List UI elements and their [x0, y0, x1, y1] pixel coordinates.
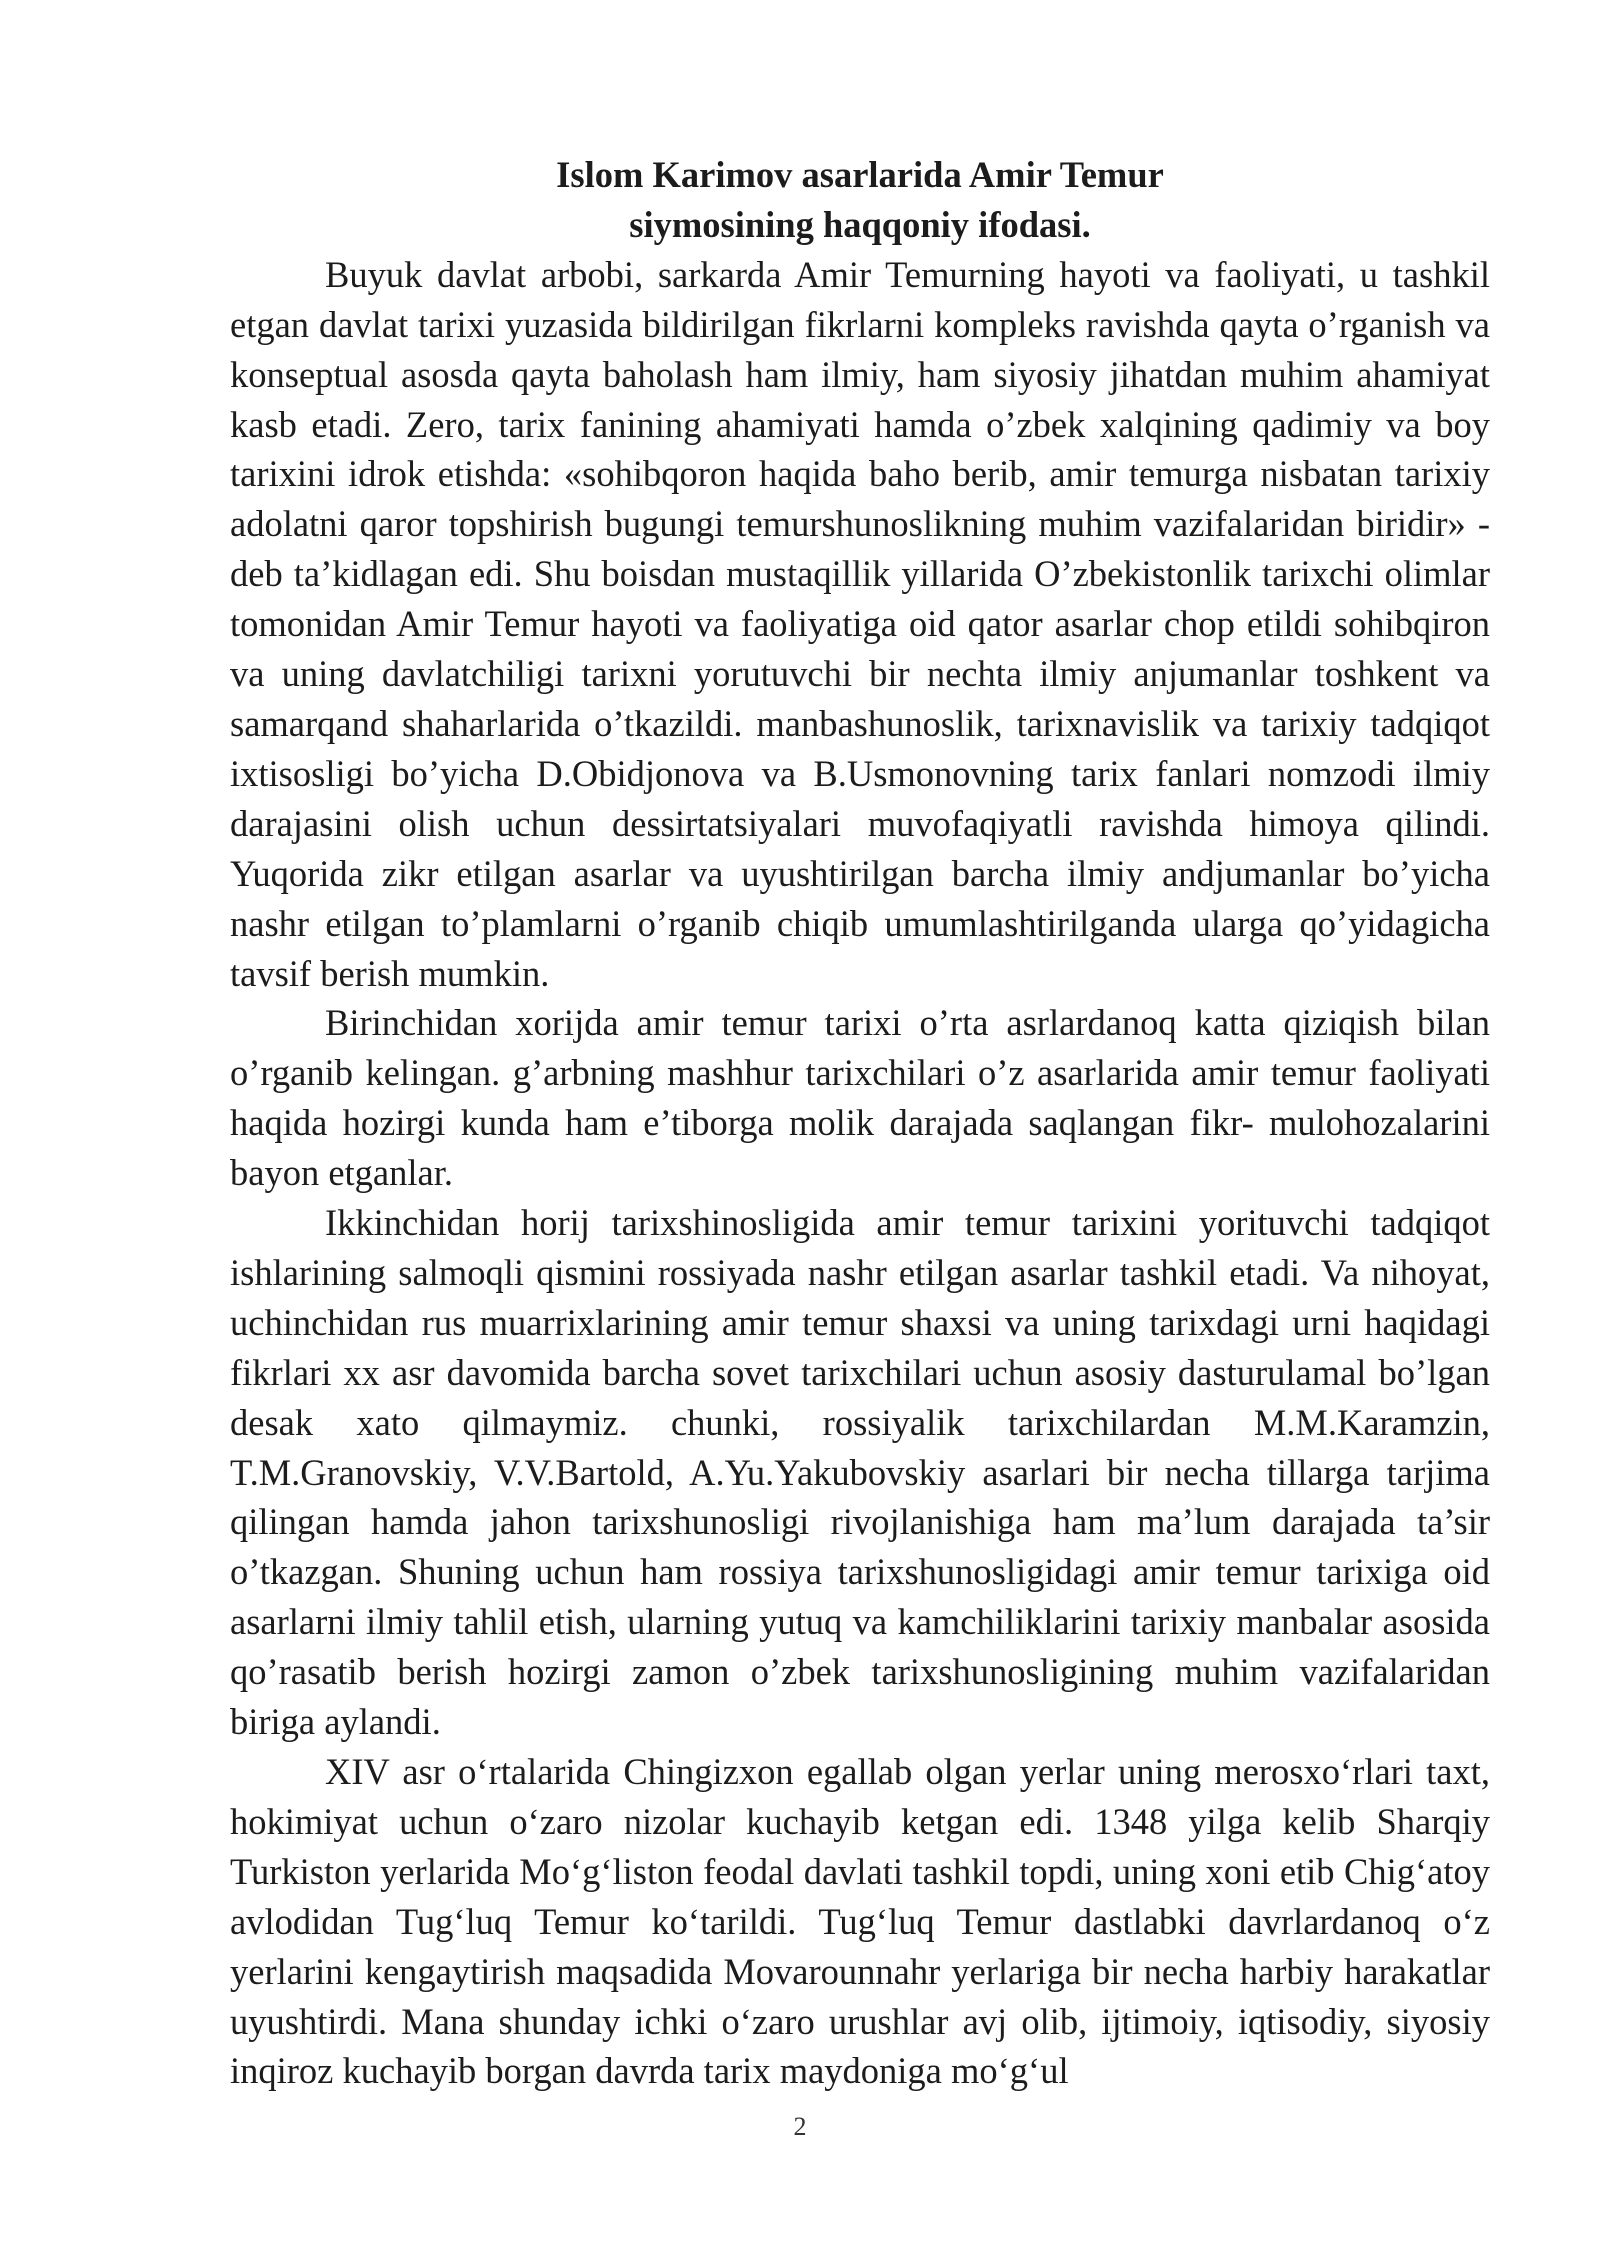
document-title [230, 150, 1490, 250]
paragraph-1: Buyuk davlat arbobi, sarkarda Amir Temurning hayoti va faoliyati, u tashkil etgan davlat tarixi yuzasida bildirilgan fikrlarni kompleks ravishda qayta o’rganish va konseptual asosda qayta baholash ham ilmiy, ham siyosiy jihatdan muhim ahamiyat kasb etadi. Zero, tarix fanining ahamiyati hamda o’zbek xalqining qadimiy va boy tarixini idrok etishda: «sohibqoron haqida baho berib, amir temurga nisbatan tarixiy adolatni qaror topshirish bugungi temurshunoslikning muhim vazifalaridan biridir» - deb ta’kidlagan edi. Shu boisdan mustaqillik yillarida O’zbekistonlik tarixchi olimlar tomonidan Amir Temur hayoti va faoliyatiga oid qator asarlar chop etildi sohibqiron va uning davlatchiligi tarixni yorutuvchi bir nechta ilmiy anjumanlar toshkent va samarqand shaharlarida o’tkazildi. manbashunoslik, tarixnavislik va tarixiy tadqiqot ixtisosligi bo’yicha D.Obidjonova va B.Usmonovning tarix fanlari nomzodi ilmiy darajasini olish uchun dessirtatsiyalari muvofaqiyatli ravishda himoya qilindi. Yuqorida zikr etilgan asarlar va uyushtirilgan barcha ilmiy andjumanlar bo’yicha nashr etilgan to’plamlarni o’rganib chiqib umumlashtirilganda ularga qo’yidagicha tavsif berish mumkin. [230, 253, 1490, 994]
title-line-2: siymosining haqqoniy ifodasi. [629, 203, 1091, 245]
paragraph-2: Birinchidan xorijda amir temur tarixi o’rta asrlardanoq katta qiziqish bilan o’rganib kelingan. g’arbning mashhur tarixchilari o’z asarlarida amir temur faoliyati haqida hozirgi kunda ham e’tiborga molik darajada saqlangan fikr- mulohozalarini bayon etganlar. [230, 1002, 1490, 1194]
page-content [230, 150, 1490, 2096]
title-line-1: Islom Karimov asarlarida Amir Temur [556, 154, 1164, 195]
paragraph-3: Ikkinchidan horij tarixshinosligida amir temur tarixini yorituvchi tadqiqot ishlarining salmoqli qismini rossiyada nashr etilgan asarlar tashkil etadi. Va nihoyat, uchinchidan rus muarrixlarining amir temur shaxsi va uning tarixdagi urni haqidagi fikrlari xx asr davomida barcha sovet tarixchilari uchun asosiy dasturulamal bo’lgan desak xato qilmaymiz. chunki, rossiyalik tarixchilardan M.M.Karamzin, T.M.Granovskiy, V.V.Bartold, A.Yu.Yakubovskiy asarlari bir necha tillarga tarjima qilingan hamda jahon tarixshunosligi rivojlanishiga ham ma’lum darajada ta’sir o’tkazgan. Shuning uchun ham rossiya tarixshunosligidagi amir temur tarixiga oid asarlarni ilmiy tahlil etish, ularning yutuq va kamchiliklarini tarixiy manbalar asosida qo’rasatib berish hozirgi zamon o’zbek tarixshunosligining muhim vazifalaridan biriga aylandi. [230, 1202, 1490, 1743]
page-number: 2 [793, 2112, 807, 2141]
paragraph-4: XIV asr o‘rtalarida Chingizxon egallab olgan yerlar uning merosxo‘rlari taxt, hokimiyat uchun o‘zaro nizolar kuchayib ketgan edi. 1348 yilga kelib Sharqiy Turkiston yerlarida Mo‘g‘liston feodal davlati tashkil topdi, uning xoni etib Chig‘atoy avlodidan Tug‘luq Temur ko‘tarildi. Tug‘luq Temur dastlabki davrlardanoq o‘z yerlarini kengaytirish maqsadida Movarounnahr yerlariga bir necha harbiy harakatlar uyushtirdi. Mana shunday ichki o‘zaro urushlar avj olib, ijtimoiy, iqtisodiy, siyosiy inqiroz kuchayib borgan davrda tarix maydoniga mo‘g‘ul [230, 1751, 1490, 2092]
